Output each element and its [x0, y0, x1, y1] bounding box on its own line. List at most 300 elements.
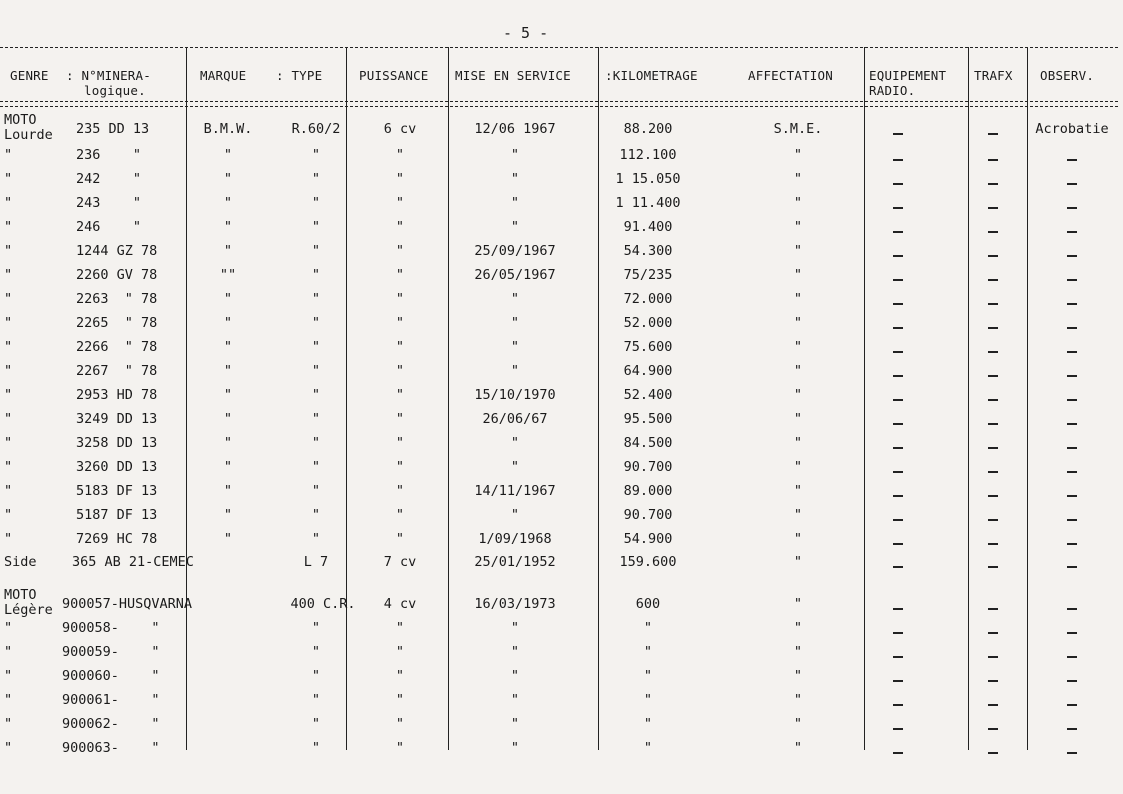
cell-km: 64.900	[623, 363, 673, 379]
header-type: : TYPE	[276, 68, 323, 83]
cell-puissance: 6 cv	[383, 121, 417, 137]
cell-obs	[1067, 495, 1077, 497]
cell-affect: "	[793, 363, 803, 379]
cell-genre: "	[4, 740, 13, 756]
cell-obs	[1067, 608, 1077, 610]
cell-num: 1244 GZ 78	[76, 243, 158, 259]
cell-type: "	[311, 740, 321, 756]
dash-equip	[893, 351, 903, 353]
cell-type: "	[311, 459, 321, 475]
cell-km: 72.000	[623, 291, 673, 307]
cell-mise: "	[510, 147, 520, 163]
cell-genre: "	[4, 195, 13, 211]
cell-mise: "	[510, 507, 520, 523]
dash-trafx	[988, 680, 998, 682]
cell-km: 600	[635, 596, 661, 612]
cell-num: 2267 " 78	[76, 363, 158, 379]
cell-km: 54.300	[623, 243, 673, 259]
cell-puissance: "	[395, 459, 405, 475]
cell-obs	[1067, 632, 1077, 634]
cell-puissance: "	[395, 147, 405, 163]
cell-km: "	[643, 644, 653, 660]
header-equipement: EQUIPEMENT	[869, 68, 947, 83]
dash-equip	[893, 656, 903, 658]
cell-marque: "	[223, 339, 233, 355]
cell-obs	[1067, 447, 1077, 449]
cell-mise: "	[510, 459, 520, 475]
cell-genre: "	[4, 411, 13, 427]
cell-puissance: "	[395, 740, 405, 756]
dash-equip	[893, 279, 903, 281]
cell-obs	[1067, 423, 1077, 425]
cell-affect: "	[793, 668, 803, 684]
cell-mise: "	[510, 363, 520, 379]
cell-mise: 16/03/1973	[474, 596, 556, 612]
cell-puissance: "	[395, 363, 405, 379]
dash-trafx	[988, 303, 998, 305]
cell-affect: "	[793, 459, 803, 475]
cell-puissance: "	[395, 387, 405, 403]
cell-obs	[1067, 471, 1077, 473]
cell-marque: "	[223, 387, 233, 403]
cell-obs	[1067, 543, 1077, 545]
dash-equip	[893, 519, 903, 521]
dash-equip	[893, 375, 903, 377]
dash-trafx	[988, 351, 998, 353]
dash-trafx	[988, 704, 998, 706]
cell-genre: "	[4, 315, 13, 331]
cell-marque: "	[223, 243, 233, 259]
cell-affect: "	[793, 531, 803, 547]
cell-km: 90.700	[623, 459, 673, 475]
cell-affect: "	[793, 267, 803, 283]
cell-km: "	[643, 620, 653, 636]
cell-type: "	[311, 363, 321, 379]
cell-puissance: "	[395, 219, 405, 235]
dash-equip	[893, 752, 903, 754]
dash-equip	[893, 183, 903, 185]
cell-type: R.60/2	[291, 121, 341, 137]
cell-num: 900059- "	[62, 644, 160, 660]
cell-num: 7269 HC 78	[76, 531, 158, 547]
cell-affect: "	[793, 692, 803, 708]
cell-mise: "	[510, 644, 520, 660]
dash-trafx	[988, 519, 998, 521]
cell-affect: "	[793, 291, 803, 307]
cell-num: 2263 " 78	[76, 291, 158, 307]
cell-mise: 15/10/1970	[474, 387, 556, 403]
cell-puissance: "	[395, 620, 405, 636]
cell-obs	[1067, 279, 1077, 281]
dash-trafx	[988, 255, 998, 257]
cell-puissance: "	[395, 692, 405, 708]
cell-genre: "	[4, 668, 13, 684]
dash-trafx	[988, 207, 998, 209]
cell-puissance: "	[395, 291, 405, 307]
dash-equip	[893, 543, 903, 545]
cell-km: 84.500	[623, 435, 673, 451]
cell-affect: "	[793, 620, 803, 636]
cell-num: 365 AB 21-CEMEC	[72, 554, 194, 570]
cell-obs	[1067, 351, 1077, 353]
cell-type: "	[311, 339, 321, 355]
dash-trafx	[988, 159, 998, 161]
cell-marque: "	[223, 411, 233, 427]
cell-km: 75/235	[623, 267, 673, 283]
cell-mise: 25/01/1952	[474, 554, 556, 570]
cell-num: 900057-HUSQVARNA	[62, 596, 193, 612]
column-divider	[598, 47, 599, 750]
cell-num: 2953 HD 78	[76, 387, 158, 403]
dash-trafx	[988, 566, 998, 568]
dash-equip	[893, 566, 903, 568]
column-divider	[448, 47, 449, 750]
cell-genre: "	[4, 459, 13, 475]
cell-km: "	[643, 692, 653, 708]
cell-km: "	[643, 740, 653, 756]
cell-genre: "	[4, 267, 13, 283]
dash-equip	[893, 632, 903, 634]
cell-mise: "	[510, 171, 520, 187]
cell-num: 235 DD 13	[76, 121, 150, 137]
cell-genre: Side	[4, 554, 37, 570]
cell-mise: 12/06 1967	[474, 121, 556, 137]
cell-num: 5187 DF 13	[76, 507, 158, 523]
cell-num: 900062- "	[62, 716, 160, 732]
dash-equip	[893, 133, 903, 135]
cell-marque: B.M.W.	[203, 121, 253, 137]
cell-mise: "	[510, 668, 520, 684]
cell-type: "	[311, 483, 321, 499]
cell-num: 2260 GV 78	[76, 267, 158, 283]
cell-genre: "	[4, 507, 13, 523]
cell-type: "	[311, 291, 321, 307]
cell-genre: "	[4, 363, 13, 379]
cell-puissance: "	[395, 315, 405, 331]
cell-km: 89.000	[623, 483, 673, 499]
cell-obs	[1067, 231, 1077, 233]
cell-type: "	[311, 716, 321, 732]
cell-type: "	[311, 315, 321, 331]
header-rule-a	[0, 101, 1118, 102]
cell-obs	[1067, 255, 1077, 257]
cell-genre: "	[4, 147, 13, 163]
cell-mise: "	[510, 291, 520, 307]
cell-num: 900058- "	[62, 620, 160, 636]
dash-equip	[893, 327, 903, 329]
cell-genre: "	[4, 531, 13, 547]
dash-trafx	[988, 183, 998, 185]
cell-marque: "	[223, 531, 233, 547]
column-divider	[864, 47, 865, 750]
cell-affect: "	[793, 339, 803, 355]
cell-type: "	[311, 147, 321, 163]
dash-trafx	[988, 656, 998, 658]
cell-num: 246 "	[76, 219, 142, 235]
header-rule-b	[0, 106, 1118, 107]
cell-km: 90.700	[623, 507, 673, 523]
cell-obs	[1067, 680, 1077, 682]
header-genre: GENRE	[10, 68, 49, 83]
dash-trafx	[988, 375, 998, 377]
cell-affect: "	[793, 219, 803, 235]
cell-mise: 14/11/1967	[474, 483, 556, 499]
dash-equip	[893, 303, 903, 305]
cell-obs	[1067, 728, 1077, 730]
cell-obs: Acrobatie	[1035, 121, 1109, 137]
cell-num: 3260 DD 13	[76, 459, 158, 475]
dash-trafx	[988, 447, 998, 449]
cell-genre: "	[4, 219, 13, 235]
cell-marque: "	[223, 315, 233, 331]
cell-obs	[1067, 519, 1077, 521]
cell-km: 52.000	[623, 315, 673, 331]
cell-marque: "	[223, 171, 233, 187]
cell-obs	[1067, 159, 1077, 161]
cell-num: 3249 DD 13	[76, 411, 158, 427]
cell-puissance: 7 cv	[383, 554, 417, 570]
cell-type: "	[311, 620, 321, 636]
cell-genre: "	[4, 716, 13, 732]
dash-trafx	[988, 752, 998, 754]
cell-km: "	[643, 668, 653, 684]
cell-type: "	[311, 507, 321, 523]
cell-puissance: "	[395, 668, 405, 684]
cell-puissance: 4 cv	[383, 596, 417, 612]
cell-num: 5183 DF 13	[76, 483, 158, 499]
cell-type: L 7	[303, 554, 329, 570]
cell-puissance: "	[395, 195, 405, 211]
cell-mise: 26/06/67	[482, 411, 548, 427]
dash-trafx	[988, 327, 998, 329]
cell-puissance: "	[395, 171, 405, 187]
cell-num: 236 "	[76, 147, 142, 163]
cell-mise: "	[510, 620, 520, 636]
dash-trafx	[988, 543, 998, 545]
dash-trafx	[988, 423, 998, 425]
dash-equip	[893, 207, 903, 209]
cell-affect: S.M.E.	[773, 121, 823, 137]
cell-num: 2265 " 78	[76, 315, 158, 331]
column-divider	[186, 47, 187, 750]
cell-marque: "	[223, 363, 233, 379]
dash-equip	[893, 255, 903, 257]
cell-genre: "	[4, 483, 13, 499]
cell-obs	[1067, 375, 1077, 377]
header-trafx: TRAFX	[974, 68, 1013, 83]
cell-genre: MOTO Légère	[4, 587, 53, 618]
cell-obs	[1067, 656, 1077, 658]
cell-genre: "	[4, 243, 13, 259]
cell-num: 243 "	[76, 195, 142, 211]
cell-mise: 25/09/1967	[474, 243, 556, 259]
dash-trafx	[988, 632, 998, 634]
cell-mise: "	[510, 740, 520, 756]
cell-affect: "	[793, 740, 803, 756]
cell-km: "	[643, 716, 653, 732]
cell-mise: "	[510, 692, 520, 708]
cell-puissance: "	[395, 339, 405, 355]
cell-affect: "	[793, 716, 803, 732]
dash-trafx	[988, 279, 998, 281]
column-divider	[968, 47, 969, 750]
cell-marque: "	[223, 291, 233, 307]
dash-equip	[893, 159, 903, 161]
cell-type: "	[311, 267, 321, 283]
dash-equip	[893, 680, 903, 682]
cell-marque: ""	[219, 267, 237, 283]
cell-obs	[1067, 566, 1077, 568]
header-kilometrage: :KILOMETRAGE	[605, 68, 698, 83]
column-divider	[1027, 47, 1028, 750]
cell-type: "	[311, 243, 321, 259]
cell-num: 242 "	[76, 171, 142, 187]
header-observ: OBSERV.	[1040, 68, 1095, 83]
cell-type: "	[311, 531, 321, 547]
cell-type: "	[311, 219, 321, 235]
cell-mise: 26/05/1967	[474, 267, 556, 283]
dash-equip	[893, 471, 903, 473]
cell-km: 112.100	[619, 147, 677, 163]
cell-affect: "	[793, 644, 803, 660]
dash-equip	[893, 423, 903, 425]
cell-puissance: "	[395, 483, 405, 499]
cell-type: "	[311, 692, 321, 708]
cell-type: "	[311, 195, 321, 211]
cell-num: 900061- "	[62, 692, 160, 708]
dash-trafx	[988, 399, 998, 401]
page-number: - 5 -	[503, 24, 549, 42]
cell-affect: "	[793, 195, 803, 211]
cell-mise: "	[510, 219, 520, 235]
cell-type: "	[311, 387, 321, 403]
cell-genre: "	[4, 387, 13, 403]
cell-obs	[1067, 327, 1077, 329]
dash-equip	[893, 495, 903, 497]
cell-puissance: "	[395, 716, 405, 732]
cell-km: 52.400	[623, 387, 673, 403]
cell-puissance: "	[395, 243, 405, 259]
cell-mise: "	[510, 339, 520, 355]
cell-marque: "	[223, 435, 233, 451]
cell-affect: "	[793, 507, 803, 523]
cell-num: 900063- "	[62, 740, 160, 756]
column-divider	[346, 47, 347, 750]
header-puissance: PUISSANCE	[359, 68, 429, 83]
cell-km: 91.400	[623, 219, 673, 235]
cell-puissance: "	[395, 267, 405, 283]
cell-genre: "	[4, 291, 13, 307]
cell-affect: "	[793, 411, 803, 427]
cell-genre: "	[4, 171, 13, 187]
header-marque: MARQUE	[200, 68, 247, 83]
cell-puissance: "	[395, 411, 405, 427]
cell-km: 75.600	[623, 339, 673, 355]
dash-trafx	[988, 133, 998, 135]
cell-genre: "	[4, 435, 13, 451]
cell-km: 95.500	[623, 411, 673, 427]
cell-km: 1 11.400	[615, 195, 681, 211]
cell-affect: "	[793, 435, 803, 451]
cell-genre: "	[4, 339, 13, 355]
header-mineralogique: : N°MINERA-	[66, 68, 151, 83]
cell-obs	[1067, 752, 1077, 754]
cell-affect: "	[793, 315, 803, 331]
header-mineralogique-2: logique.	[84, 83, 146, 98]
cell-obs	[1067, 303, 1077, 305]
dash-equip	[893, 447, 903, 449]
cell-mise: "	[510, 195, 520, 211]
cell-marque: "	[223, 483, 233, 499]
cell-mise: "	[510, 716, 520, 732]
cell-type: "	[311, 644, 321, 660]
cell-obs	[1067, 183, 1077, 185]
dash-trafx	[988, 495, 998, 497]
cell-genre: MOTO Lourde	[4, 112, 53, 143]
dash-trafx	[988, 471, 998, 473]
dash-equip	[893, 608, 903, 610]
cell-puissance: "	[395, 531, 405, 547]
cell-marque: "	[223, 219, 233, 235]
header-equipement-2: RADIO.	[869, 83, 916, 98]
cell-marque: "	[223, 459, 233, 475]
cell-genre: "	[4, 644, 13, 660]
dash-equip	[893, 231, 903, 233]
dash-equip	[893, 704, 903, 706]
cell-num: 2266 " 78	[76, 339, 158, 355]
cell-puissance: "	[395, 644, 405, 660]
cell-marque: "	[223, 195, 233, 211]
header-affectation: AFFECTATION	[748, 68, 833, 83]
cell-affect: "	[793, 596, 803, 612]
cell-km: 1 15.050	[615, 171, 681, 187]
cell-puissance: "	[395, 435, 405, 451]
cell-km: 88.200	[623, 121, 673, 137]
cell-num: 3258 DD 13	[76, 435, 158, 451]
cell-mise: "	[510, 435, 520, 451]
cell-affect: "	[793, 243, 803, 259]
cell-affect: "	[793, 171, 803, 187]
cell-type: "	[311, 171, 321, 187]
cell-km: 159.600	[619, 554, 677, 570]
cell-mise: 1/09/1968	[478, 531, 552, 547]
dash-trafx	[988, 608, 998, 610]
cell-marque: "	[223, 507, 233, 523]
cell-obs	[1067, 207, 1077, 209]
cell-num: 900060- "	[62, 668, 160, 684]
cell-affect: "	[793, 387, 803, 403]
header-mise-en-service: MISE EN SERVICE	[455, 68, 571, 83]
cell-affect: "	[793, 554, 803, 570]
cell-marque: "	[223, 147, 233, 163]
cell-genre: "	[4, 692, 13, 708]
dash-trafx	[988, 728, 998, 730]
cell-type: 400 C.R.	[290, 596, 356, 612]
top-rule	[0, 47, 1118, 48]
dash-trafx	[988, 231, 998, 233]
cell-obs	[1067, 399, 1077, 401]
dash-equip	[893, 399, 903, 401]
cell-puissance: "	[395, 507, 405, 523]
cell-obs	[1067, 704, 1077, 706]
cell-type: "	[311, 435, 321, 451]
cell-km: 54.900	[623, 531, 673, 547]
dash-equip	[893, 728, 903, 730]
cell-type: "	[311, 668, 321, 684]
cell-affect: "	[793, 147, 803, 163]
cell-genre: "	[4, 620, 13, 636]
cell-affect: "	[793, 483, 803, 499]
